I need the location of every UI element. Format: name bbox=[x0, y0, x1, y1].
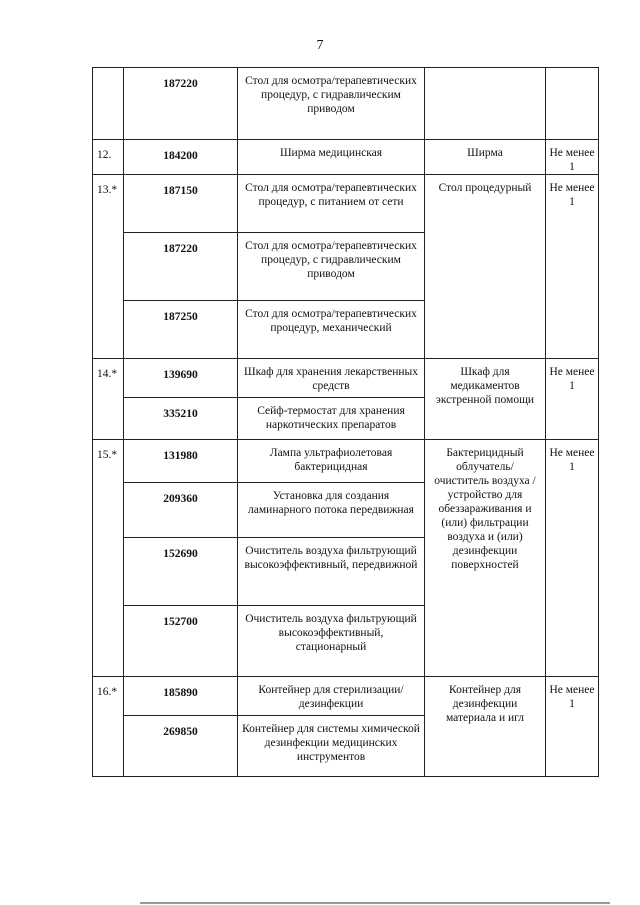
equipment-code: 335210 bbox=[124, 398, 238, 440]
equipment-quantity: Не менее 1 bbox=[546, 140, 599, 175]
table-row bbox=[93, 359, 599, 398]
equipment-code: 187220 bbox=[124, 68, 238, 140]
table-row bbox=[93, 68, 599, 140]
equipment-code: 139690 bbox=[124, 359, 238, 398]
equipment-code: 152690 bbox=[124, 538, 238, 606]
equipment-code: 187220 bbox=[124, 233, 238, 301]
equipment-code: 269850 bbox=[124, 716, 238, 777]
equipment-name: Очиститель воздуха фильтрующий высокоэффективный, стационарный bbox=[238, 606, 425, 677]
equipment-type: Ширма bbox=[425, 140, 546, 175]
equipment-name: Очиститель воздуха фильтрующий высокоэффективный, передвижной bbox=[238, 538, 425, 606]
equipment-name: Шкаф для хранения лекарственных средств bbox=[238, 359, 425, 398]
equipment-name: Стол для осмотра/терапевтических процедур, с питанием от сети bbox=[238, 175, 425, 233]
equipment-code: 131980 bbox=[124, 440, 238, 483]
scan-edge-line bbox=[140, 902, 610, 904]
equipment-name: Установка для создания ламинарного потока передвижная bbox=[238, 483, 425, 538]
table-row bbox=[93, 175, 599, 233]
table-row bbox=[93, 677, 599, 716]
equipment-code: 187150 bbox=[124, 175, 238, 233]
equipment-name: Стол для осмотра/терапевтических процедур, с гидравлическим приводом bbox=[238, 68, 425, 140]
equipment-quantity: Не менее 1 bbox=[546, 359, 599, 440]
page-number: 7 bbox=[316, 38, 324, 53]
equipment-code: 209360 bbox=[124, 483, 238, 538]
equipment-name: Сейф-термостат для хранения наркотических препаратов bbox=[238, 398, 425, 440]
equipment-table bbox=[92, 67, 599, 777]
equipment-type: Шкаф для медикаментов экстренной помощи bbox=[425, 359, 546, 440]
equipment-name: Стол для осмотра/терапевтических процедур, механический bbox=[238, 301, 425, 359]
equipment-type: Контейнер для дезинфекции материала и игл bbox=[425, 677, 546, 777]
equipment-code: 152700 bbox=[124, 606, 238, 677]
row-number: 16.* bbox=[93, 677, 124, 777]
equipment-quantity: Не менее 1 bbox=[546, 440, 599, 677]
row-number: 14.* bbox=[93, 359, 124, 440]
equipment-quantity: Не менее 1 bbox=[546, 677, 599, 777]
row-number: 15.* bbox=[93, 440, 124, 677]
equipment-type: Бактерицидный облучатель/ очиститель воздуха /устройство для обеззараживания и (или) фильтрации воздуха и (или) дезинфекции поверхностей bbox=[425, 440, 546, 677]
row-number: 12. bbox=[93, 140, 124, 175]
equipment-code: 187250 bbox=[124, 301, 238, 359]
equipment-type bbox=[425, 68, 546, 140]
equipment-quantity: Не менее 1 bbox=[546, 175, 599, 359]
equipment-code: 184200 bbox=[124, 140, 238, 175]
equipment-name: Контейнер для системы химической дезинфекции медицинских инструментов bbox=[238, 716, 425, 777]
equipment-quantity bbox=[546, 68, 599, 140]
equipment-name: Лампа ультрафиолетовая бактерицидная bbox=[238, 440, 425, 483]
row-number: 13.* bbox=[93, 175, 124, 359]
equipment-name: Стол для осмотра/терапевтических процедур, с гидравлическим приводом bbox=[238, 233, 425, 301]
equipment-name: Ширма медицинская bbox=[238, 140, 425, 175]
table-row bbox=[93, 440, 599, 483]
row-number bbox=[93, 68, 124, 140]
equipment-code: 185890 bbox=[124, 677, 238, 716]
table-row bbox=[93, 140, 599, 175]
equipment-name: Контейнер для стерилизации/дезинфекции bbox=[238, 677, 425, 716]
equipment-type: Стол процедурный bbox=[425, 175, 546, 359]
